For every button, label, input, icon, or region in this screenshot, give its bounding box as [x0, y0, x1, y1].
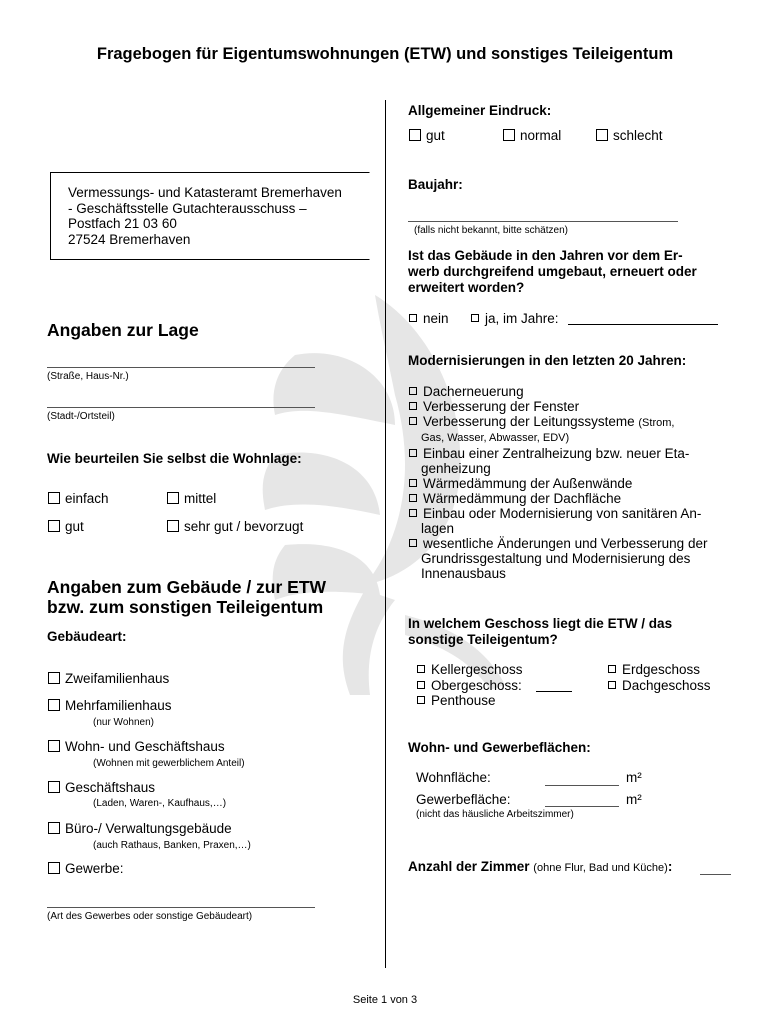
modern-item[interactable]: Verbesserung der Fenster [409, 399, 739, 414]
modern-item-cont: Innenausbaus [421, 566, 506, 581]
modern-item-cont: Grundrissgestaltung und Modernisierung des [421, 551, 691, 566]
checkbox[interactable] [48, 699, 60, 711]
checkbox[interactable] [608, 665, 616, 673]
umbau-option-ja[interactable]: ja, im Jahre: [471, 311, 718, 326]
checkbox[interactable] [48, 672, 60, 684]
geschoss-option-dach[interactable]: Dachgeschoss [608, 678, 711, 693]
zimmer-question: Anzahl der Zimmer (ohne Flur, Bad und Küche): [408, 859, 673, 874]
checkbox[interactable] [48, 740, 60, 752]
gebaeudeart-wohn-geschaeftshaus[interactable]: Wohn- und Geschäftshaus [48, 739, 225, 754]
baujahr-input-line[interactable] [408, 221, 678, 222]
wohnlage-option-sehr-gut[interactable]: sehr gut / bevorzugt [167, 519, 303, 534]
street-label: (Straße, Haus-Nr.) [47, 371, 129, 382]
modern-item-cont: lagen [421, 521, 455, 536]
wohnlage-option-gut[interactable]: gut [48, 519, 84, 534]
checkbox[interactable] [471, 314, 479, 322]
address-line: Vermessungs- und Katasteramt Bremerhaven [68, 185, 342, 200]
checkbox[interactable] [48, 520, 60, 532]
checkbox[interactable] [409, 539, 417, 547]
address-line: 27524 Bremerhaven [68, 231, 191, 247]
eindruck-option-schlecht[interactable]: schlecht [596, 128, 663, 143]
checkbox[interactable] [167, 520, 179, 532]
modern-item[interactable]: Dacherneuerung [409, 384, 739, 399]
gebaeudeart-note: (Laden, Waren-, Kaufhaus,…) [93, 798, 227, 809]
checkbox[interactable] [167, 492, 179, 504]
modern-item-cont: genheizung [421, 461, 491, 476]
address-line: Postfach 21 03 60 [68, 216, 177, 231]
wohnlage-question: Wie beurteilen Sie selbst die Wohnlage: [47, 451, 302, 466]
checkbox[interactable] [48, 862, 60, 874]
checkbox[interactable] [503, 129, 515, 141]
checkbox[interactable] [409, 479, 417, 487]
checkbox[interactable] [409, 509, 417, 517]
geschoss-option-ober[interactable]: Obergeschoss: [417, 678, 572, 693]
district-label: (Stadt-/Ortsteil) [47, 411, 115, 422]
gebaeudeart-note: (Wohnen mit gewerblichem Anteil) [93, 758, 245, 769]
page-number: Seite 1 von 3 [352, 994, 418, 1006]
wohnflaeche-unit: m² [626, 770, 642, 785]
checkbox[interactable] [409, 417, 417, 425]
wohnflaeche-label: Wohnfläche: [416, 770, 491, 785]
umbau-year-input[interactable] [568, 324, 718, 325]
address-box [50, 172, 370, 260]
gebaeudeart-label: Gebäudeart: [47, 629, 127, 644]
zimmer-input[interactable] [700, 874, 731, 875]
gebaeudeart-zweifamilienhaus[interactable]: Zweifamilienhaus [48, 671, 169, 686]
gewerbeflaeche-unit: m² [626, 792, 642, 807]
modern-item-cont: Gas, Wasser, Abwasser, EDV) [421, 432, 570, 444]
gebaeudeart-mehrfamilienhaus[interactable]: Mehrfamilienhaus [48, 698, 172, 713]
flaechen-note: (nicht das häusliche Arbeitszimmer) [416, 809, 574, 820]
page-title: Fragebogen für Eigentumswohnungen (ETW) und sonstiges Teileigentum [96, 45, 674, 63]
gewerbeflaeche-input[interactable] [545, 806, 619, 807]
checkbox[interactable] [417, 665, 425, 673]
district-input-line[interactable] [47, 407, 315, 408]
checkbox[interactable] [409, 402, 417, 410]
umbau-option-nein[interactable]: nein [409, 311, 449, 326]
checkbox[interactable] [417, 696, 425, 704]
checkbox[interactable] [409, 494, 417, 502]
section-heading-gebaeude: Angaben zum Gebäude / zur ETW bzw. zum sonstigen Teileigentum [47, 577, 327, 617]
eindruck-heading: Allgemeiner Eindruck: [408, 103, 552, 118]
checkbox[interactable] [48, 781, 60, 793]
other-type-input-line[interactable] [47, 907, 315, 908]
gebaeudeart-buero[interactable]: Büro-/ Verwaltungsgebäude [48, 821, 232, 836]
checkbox[interactable] [409, 449, 417, 457]
modern-heading: Modernisierungen in den letzten 20 Jahren: [408, 353, 687, 368]
modern-list [409, 384, 739, 581]
obergeschoss-input[interactable] [536, 691, 572, 692]
column-divider [385, 100, 386, 968]
flaechen-heading: Wohn- und Gewerbeflächen: [408, 740, 591, 755]
modern-item[interactable]: Wärmedämmung der Dachfläche [409, 491, 739, 506]
checkbox[interactable] [409, 129, 421, 141]
geschoss-option-penthouse[interactable]: Penthouse [417, 693, 496, 708]
checkbox[interactable] [417, 681, 425, 689]
gebaeudeart-geschaeftshaus[interactable]: Geschäftshaus [48, 780, 155, 795]
gewerbeflaeche-label: Gewerbefläche: [416, 792, 511, 807]
checkbox[interactable] [48, 492, 60, 504]
eindruck-option-gut[interactable]: gut [409, 128, 445, 143]
modern-item[interactable]: Verbesserung der Leitungssysteme (Strom, [409, 414, 739, 431]
other-type-label: (Art des Gewerbes oder sonstige Gebäudeart) [47, 911, 253, 922]
modern-item[interactable]: Einbau oder Modernisierung von sanitären An- [409, 506, 739, 521]
modern-item[interactable]: Einbau einer Zentralheizung bzw. neuer Eta- [409, 446, 739, 461]
eindruck-option-normal[interactable]: normal [503, 128, 561, 143]
wohnflaeche-input[interactable] [545, 785, 619, 786]
address-line: - Geschäftsstelle Gutachterausschuss – [68, 200, 307, 216]
wohnlage-option-mittel[interactable]: mittel [167, 491, 216, 506]
checkbox[interactable] [409, 387, 417, 395]
umbau-question: Ist das Gebäude in den Jahren vor dem Er- werb durchgreifend umgebaut, erneuert oder erweitert worden? [408, 248, 697, 295]
geschoss-option-erd[interactable]: Erdgeschoss [608, 662, 700, 677]
section-heading-lage: Angaben zur Lage [47, 320, 199, 340]
gebaeudeart-gewerbe[interactable]: Gewerbe: [48, 861, 124, 876]
checkbox[interactable] [596, 129, 608, 141]
modern-item[interactable]: wesentliche Änderungen und Verbesserung der [409, 536, 739, 551]
checkbox[interactable] [48, 822, 60, 834]
baujahr-note: (falls nicht bekannt, bitte schätzen) [414, 225, 568, 236]
geschoss-option-keller[interactable]: Kellergeschoss [417, 662, 523, 677]
geschoss-question: In welchem Geschoss liegt die ETW / das sonstige Teileigentum? [408, 616, 673, 647]
wohnlage-option-einfach[interactable]: einfach [48, 491, 109, 506]
baujahr-heading: Baujahr: [408, 177, 463, 192]
checkbox[interactable] [409, 314, 417, 322]
checkbox[interactable] [608, 681, 616, 689]
gebaeudeart-note: (nur Wohnen) [93, 717, 154, 728]
street-input-line[interactable] [47, 367, 315, 368]
gebaeudeart-note: (auch Rathaus, Banken, Praxen,…) [93, 840, 251, 851]
modern-item[interactable]: Wärmedämmung der Außenwände [409, 476, 739, 491]
